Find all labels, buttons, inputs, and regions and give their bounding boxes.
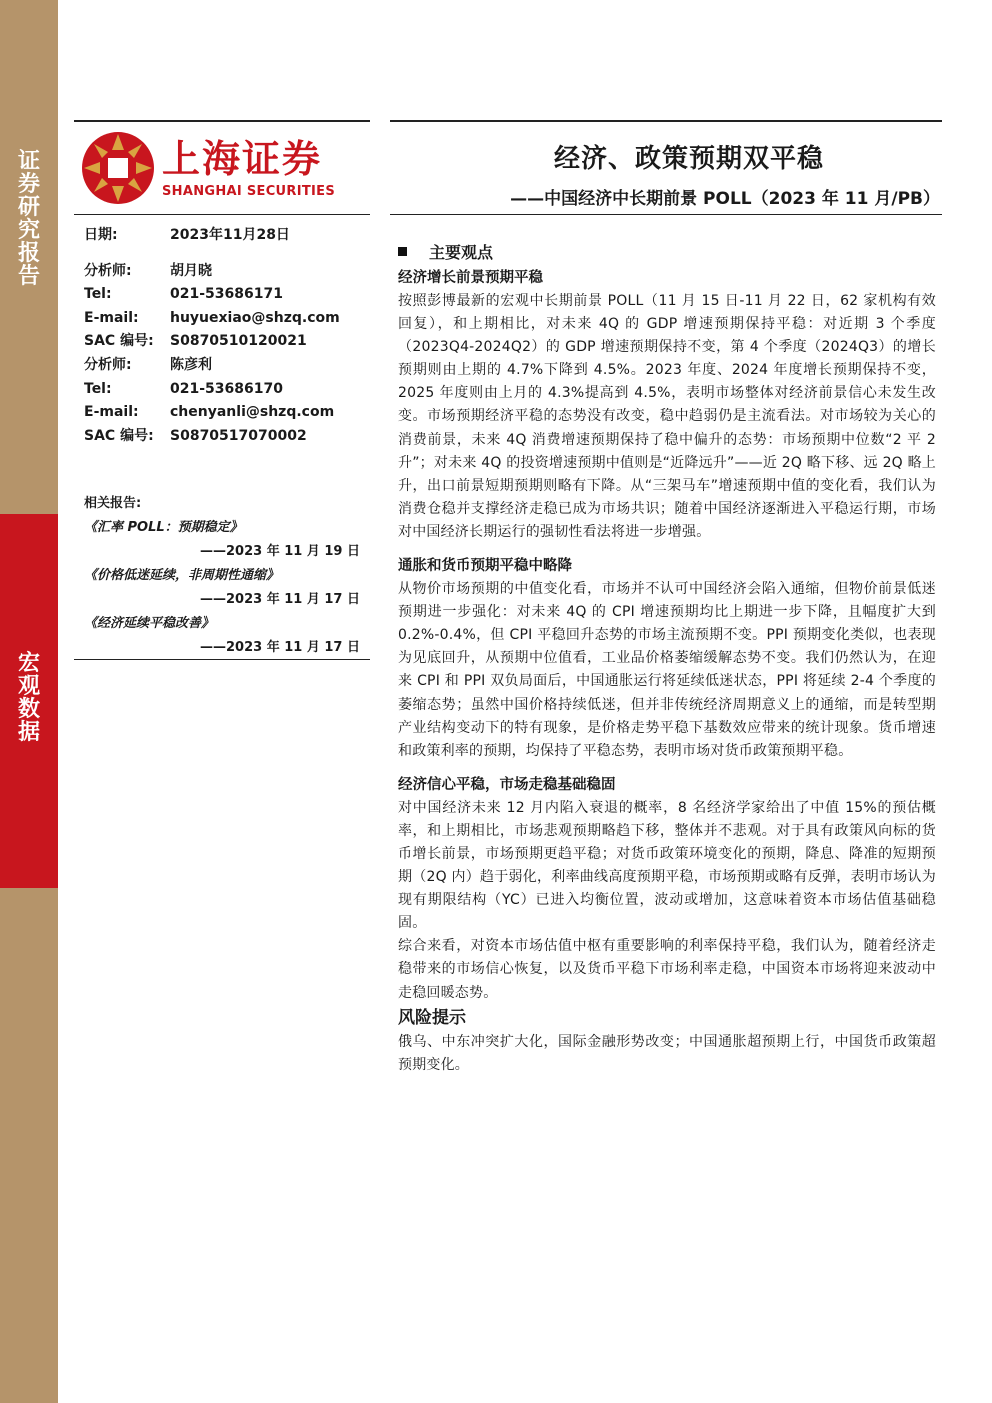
page-subtitle: ——中国经济中长期前景 POLL（2023 年 11 月/PB） [510, 189, 940, 209]
tel-value: 021-53686170 [170, 380, 283, 397]
right-header-rule [390, 214, 942, 215]
page-title: 经济、政策预期双平稳 [553, 144, 824, 174]
left-top-rule [74, 120, 370, 122]
related-report-title[interactable]: 《价格低迷延续，非周期性通缩》 [84, 568, 280, 583]
key-points-heading [398, 240, 936, 266]
risk-paragraph: 俄乌、中东冲突扩大化，国际金融形势改变；中国通胀超预期上行，中国货币政策超预期变化。 [398, 1033, 936, 1073]
logo-mark-icon [78, 128, 158, 208]
analyst-tel-row [84, 283, 374, 307]
logo-name-cn: 上海证券 [162, 137, 323, 181]
related-report-date: ——2023 年 11 月 17 日 [200, 640, 360, 655]
related-report-date: ——2023 年 11 月 17 日 [200, 592, 360, 607]
related-report-date: ——2023 年 11 月 19 日 [200, 544, 360, 559]
analyst-sac-row [84, 330, 374, 354]
report-type-label: 证券研究报告 [17, 149, 40, 289]
square-bullet-icon [398, 247, 407, 256]
report-info [84, 224, 374, 448]
section-paragraph: 对中国经济未来 12 月内陷入衰退的概率，8 名经济学家给出了中值 15%的预估概率，和上期相比，市场悲观预期略趋下移，整体并不悲观。对于具有政策风向标的货币增长前景，市场预期更趋平稳；对货币政策环境变化的预期，降息、降准的短期预期（2Q 内）趋于弱化，利率曲线高度预期平稳，市场预期或略有反弹，表明市场认为现有期限结构（YC）已进入均衡位置，波动或增加，这意味着资本市场估值基础稳固。 [398, 799, 936, 932]
sac-value: S0870517070002 [170, 427, 307, 444]
key-points-heading-text: 主要观点 [429, 243, 494, 262]
left-header-rule [74, 214, 370, 215]
section-heading: 经济增长前景预期平稳 [398, 270, 543, 286]
section-heading: 通胀和货币预期平稳中略降 [398, 558, 572, 575]
email-label: E-mail: [84, 404, 139, 421]
sac-label: SAC 编号: [84, 427, 154, 444]
related-reports [84, 492, 374, 660]
related-report-title[interactable]: 《汇率 POLL：预期稳定》 [84, 520, 243, 535]
analyst-email-row [84, 401, 374, 425]
date-label: 日期: [84, 227, 118, 243]
category-label: 宏观数据 [17, 651, 40, 745]
date-row [84, 224, 374, 248]
email-link[interactable]: huyuexiao@shzq.com [170, 309, 340, 326]
logo-name-en: SHANGHAI SECURITIES [162, 184, 335, 199]
tel-label: Tel: [84, 380, 112, 397]
analyst-tel-row [84, 378, 374, 402]
analyst-name: 胡月晓 [170, 262, 212, 279]
related-report-title[interactable]: 《经济延续平稳改善》 [84, 616, 215, 631]
related-heading: 相关报告: [84, 496, 142, 511]
analyst-name-row [84, 260, 374, 284]
section-paragraph: 按照彭博最新的宏观中长期前景 POLL（11 月 15 日-11 月 22 日，62 家机构有效回复），和上期相比，对未来 4Q 的 GDP 增速预期保持平稳：对近期 3 个季度（2023Q4-2024Q2）的 GDP 增速预期保持不变，第 4 个季度（2024Q3）的增长预期则由上期的 4.7%下降到 4.5%。2023 年度、2024 年度增长预期保持不变，2025 年度则由上月的 4.3%提高到 4.5%，表明市场整体对经济前景信心未发生改变。市场预期经济平稳的态势没有改变，稳中趋弱仍是主流看法。对市场较为关心的消费前景，未来 4Q 消费增速预期保持了稳中偏升的态势：市场预期中位数“2 平 2 升”；对未来 4Q 的投资增速预期中值则是“近降远升”——近 2Q 略下移、远 2Q 略上升，出口前景短期预期则略有下降。从“三架马车”增速预期中值的变化看，我们认为消费仓稳并支撑经济走稳已成为市场共识；随着中国经济逐渐进入平稳运行期，市场对中国经济长期运行的强韧性看法将进一步增强。 [398, 293, 936, 540]
tel-value: 021-53686171 [170, 286, 283, 303]
tel-label: Tel: [84, 286, 112, 303]
sac-label: SAC 编号: [84, 333, 154, 350]
email-link[interactable]: chenyanli@shzq.com [170, 404, 335, 421]
date-value: 2023年11月28日 [170, 227, 290, 243]
section-heading: 经济信心平稳，市场走稳基础稳固 [398, 776, 616, 793]
analyst-name: 陈彦利 [170, 356, 212, 373]
right-top-rule [390, 120, 942, 122]
analyst-name-row [84, 354, 374, 378]
analyst-sac-row [84, 425, 374, 449]
email-label: E-mail: [84, 309, 139, 326]
sac-value: S0870510120021 [170, 333, 307, 350]
analyst-email-row [84, 307, 374, 331]
risk-heading: 风险提示 [398, 1007, 466, 1028]
section-paragraph: 综合来看，对资本市场估值中枢有重要影响的利率保持平稳，我们认为，随着经济走稳带来的市场信心恢复，以及货币平稳下市场利率走稳，中国资本市场将迎来波动中走稳回暖态势。 [398, 938, 936, 1001]
analyst-label: 分析师: [84, 262, 132, 279]
analyst-label: 分析师: [84, 356, 132, 373]
section-paragraph: 从物价市场预期的中值变化看，市场并不认可中国经济会陷入通缩，但物价前景低迷预期进一步强化：对未来 4Q 的 CPI 增速预期均比上期进一步下降，且幅度扩大到 0.2%-0.4%，但 CPI 平稳回升态势的市场主流预期不变。PPI 预期变化类似，也表现为见底回升，从预期中位值看，工业品价格萎缩缓解态势不变。我们仍然认为，在迎来 CPI 和 PPI 双负局面后，中国通胀运行将延续低迷状态，PPI 将延续 2-4 个季度的萎缩态势；虽然中国价格持续低迷，但并非传统经济周期意义上的通缩，而是转型期产业结构变动下的特有现象，是价格走势平稳下基数效应带来的统计现象。货币增速和政策利率的预期，均保持了平稳态势，表明市场对货币政策预期平稳。 [398, 581, 936, 759]
main-content [398, 240, 936, 1077]
